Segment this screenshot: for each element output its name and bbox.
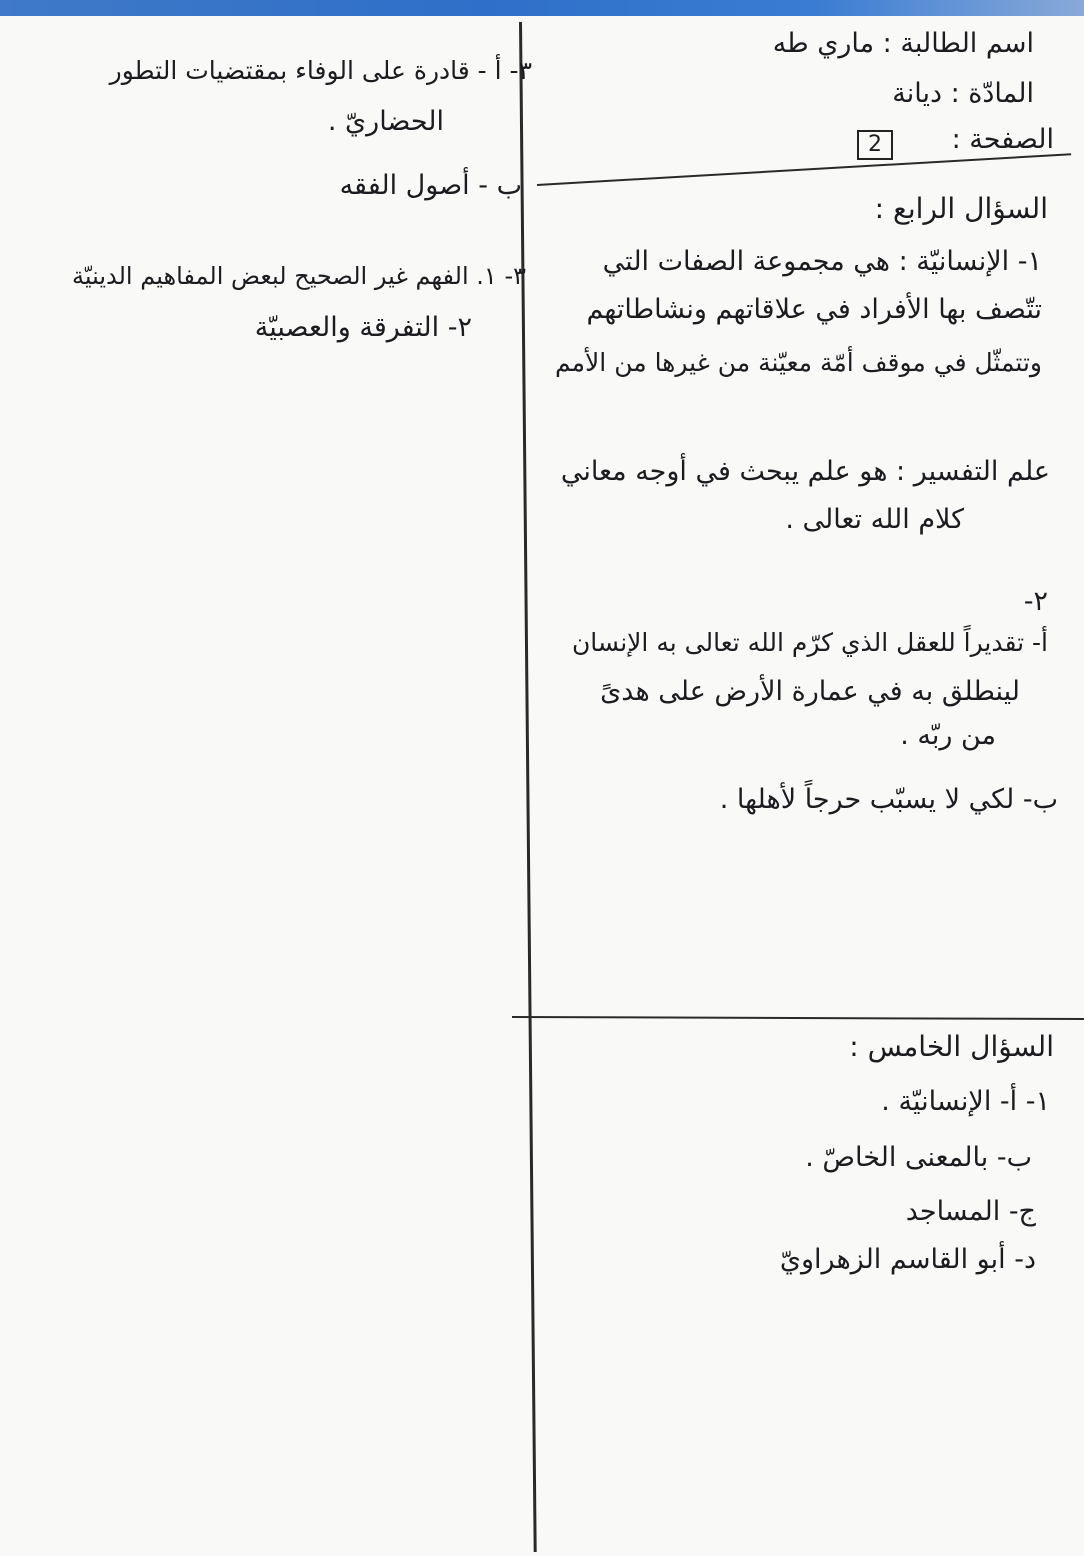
answer-line: ج- المساجد (905, 1196, 1036, 1227)
answer-line: ب- لكي لا يسبّب حرجاً لأهلها . (719, 784, 1058, 815)
page-number-box: 2 (857, 130, 893, 160)
answer-line: وتتمثّل في موقف أمّة معيّنة من غيرها من الأمم (555, 348, 1042, 377)
answer-line: د- أبو القاسم الزهراويّ (779, 1244, 1036, 1275)
page-label: الصفحة : (951, 124, 1054, 155)
answer-line: ١- أ- الإنسانيّة . (881, 1086, 1050, 1117)
top-edge-strip (0, 0, 1084, 16)
answer-line: ٣- أ - قادرة على الوفاء بمقتضيات التطور (109, 56, 532, 85)
answer-line: تتّصف بها الأفراد في علاقاتهم ونشاطاتهم (586, 294, 1042, 325)
answer-line: لينطلق به في عمارة الأرض على هدىً (600, 676, 1020, 707)
subject-line: المادّة : ديانة (892, 78, 1034, 109)
answer-line: ب - أصول الفقه (339, 170, 522, 201)
question-5-title: السؤال الخامس : (849, 1030, 1054, 1063)
answer-line: من ربّه . (900, 720, 996, 751)
answer-line: ٢- التفرقة والعصبيّة (254, 312, 472, 343)
question-4-title: السؤال الرابع : (874, 192, 1048, 225)
answer-line: ب- بالمعنى الخاصّ . (805, 1142, 1032, 1173)
answer-line: ١- الإنسانيّة : هي مجموعة الصفات التي (602, 246, 1042, 277)
answer-line: الحضاريّ . (327, 106, 444, 137)
answer-line: ٣- ١. الفهم غير الصحيح لبعض المفاهيم الدينيّة (71, 262, 526, 290)
answer-line: علم التفسير : هو علم يبحث في أوجه معاني (560, 456, 1050, 487)
student-name-line: اسم الطالبة : ماري طه (772, 28, 1034, 59)
answer-line: ٢- (1023, 586, 1048, 617)
answer-line: أ- تقديراً للعقل الذي كرّم الله تعالى به الإنسان (571, 628, 1048, 657)
answer-line: كلام الله تعالى . (785, 504, 964, 535)
